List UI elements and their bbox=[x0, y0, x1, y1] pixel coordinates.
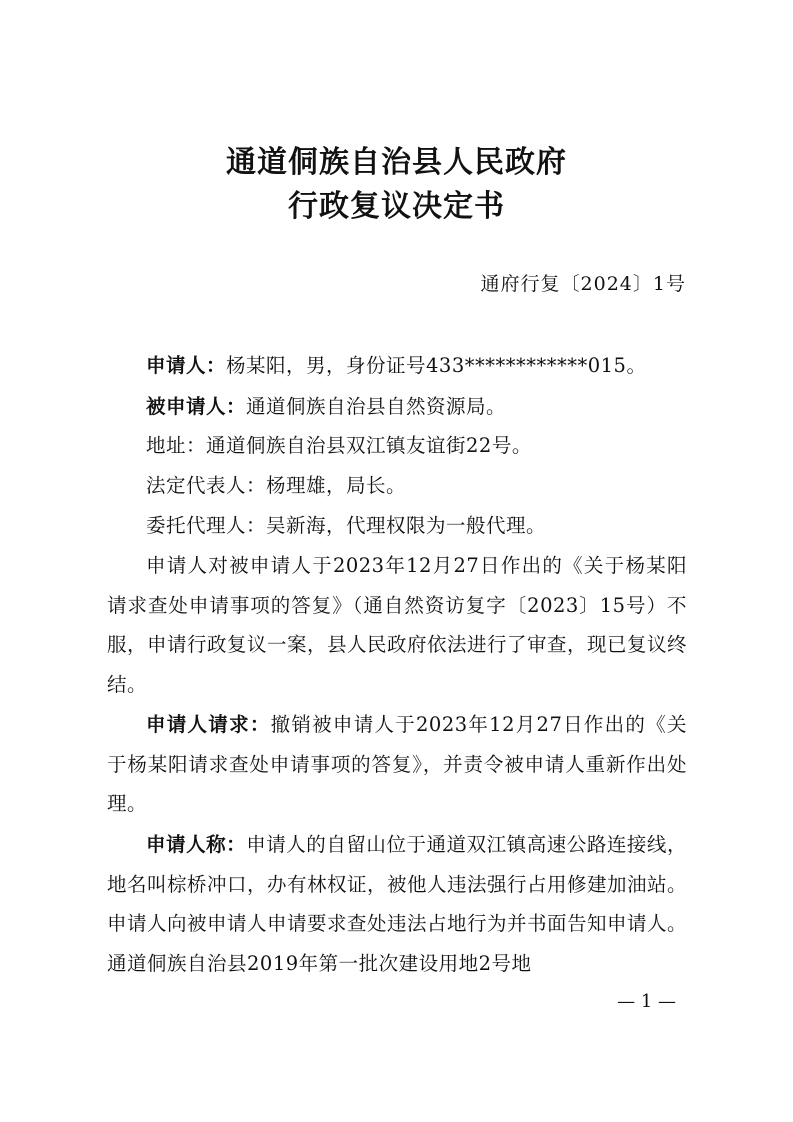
request-text: 撤销被申请人于2023年12月27日作出的《关于杨某阳请求查处申请事项的答复》，并责令被申请人重新作出处理。 bbox=[107, 713, 687, 815]
applicant-paragraph bbox=[107, 346, 687, 386]
document-subtitle: 行政复议决定书 bbox=[288, 189, 505, 224]
respondent-label: 被申请人： bbox=[146, 395, 247, 418]
document-title: 通道侗族自治县人民政府 bbox=[226, 145, 567, 180]
respondent-paragraph bbox=[107, 387, 687, 427]
applicant-text: 杨某阳，男，身份证号433************015。 bbox=[226, 354, 647, 377]
applicant-claim-paragraph bbox=[107, 825, 687, 983]
document-number: 通府行复〔2024〕1号 bbox=[480, 273, 686, 295]
page-number: — 1 — bbox=[617, 991, 676, 1012]
claim-text: 申请人的自留山位于通道双江镇高速公路连接线，地名叫棕桥冲口，办有林权证，被他人违法强行占用修建加油站。申请人向被申请人申请要求查处违法占地行为并书面告知申请人。通道侗族自治县2019年第一批次建设用地2号地 bbox=[107, 833, 688, 975]
request-label: 申请人请求： bbox=[146, 713, 271, 736]
applicant-request-paragraph bbox=[107, 705, 687, 824]
respondent-text: 通道侗族自治县自然资源局。 bbox=[246, 395, 507, 418]
claim-label: 申请人称： bbox=[146, 833, 247, 856]
case-intro-paragraph: 申请人对被申请人于2023年12月27日作出的《关于杨某阳请求查处申请事项的答复》（通自然资访复字〔2023〕15号）不服，申请行政复议一案，县人民政府依法进行了审查，现已复议终结。 bbox=[107, 554, 688, 696]
legal-representative: 法定代表人：杨理雄，局长。 bbox=[146, 474, 407, 497]
entrusted-agent: 委托代理人：吴新海，代理权限为一般代理。 bbox=[146, 514, 547, 537]
respondent-address: 地址：通道侗族自治县双江镇友谊街22号。 bbox=[146, 434, 532, 457]
applicant-label: 申请人： bbox=[146, 354, 227, 377]
